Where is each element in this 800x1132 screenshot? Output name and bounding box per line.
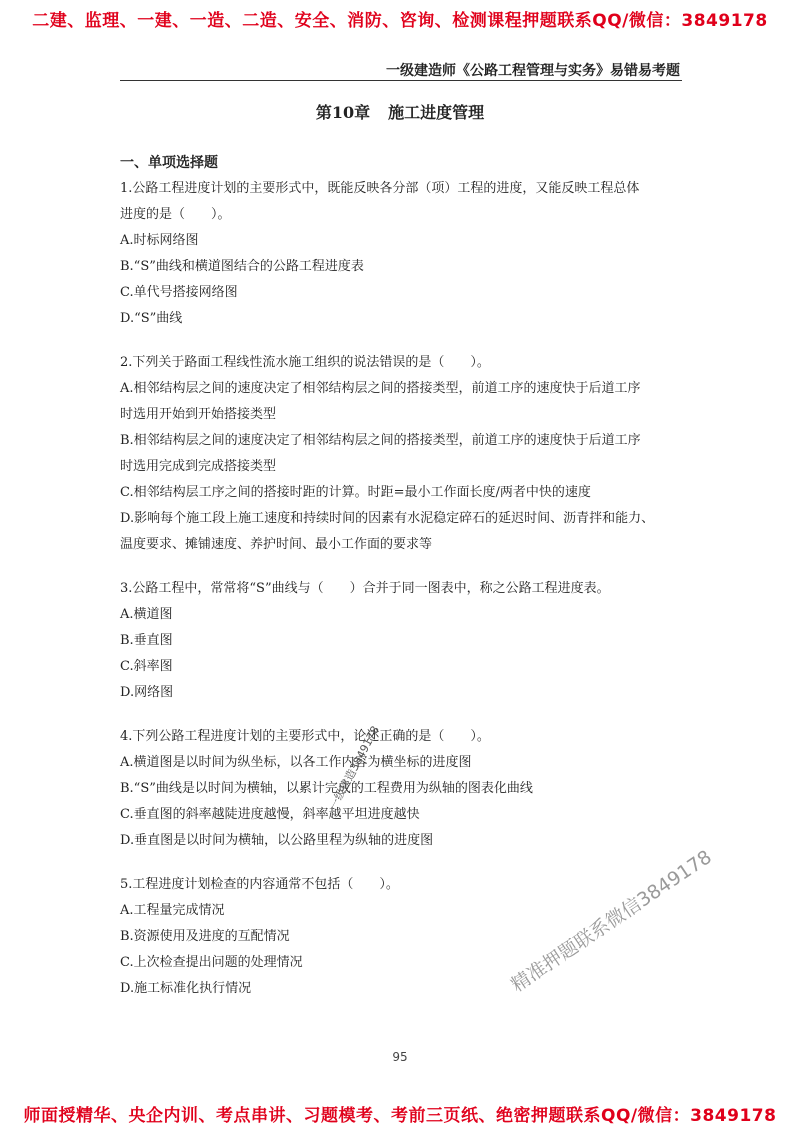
option-b-cont: 时选用完成到完成搭接类型 xyxy=(120,459,277,474)
question-stem: 1.公路工程进度计划的主要形式中，既能反映各分部（项）工程的进度，又能反映工程总体 xyxy=(120,181,640,196)
option-d-cont: 温度要求、摊铺速度、养护时间、最小工作面的要求等 xyxy=(120,537,433,552)
option-c: C.垂直图的斜率越陡进度越慢，斜率越平坦进度越快 xyxy=(120,807,420,822)
option-d: D.垂直图是以时间为横轴，以公路里程为纵轴的进度图 xyxy=(120,833,434,848)
running-header: 一级建造师《公路工程管理与实务》易错易考题 xyxy=(386,63,680,79)
option-a: A.工程量完成情况 xyxy=(120,903,225,918)
option-a: A.横道图是以时间为纵坐标，以各工作内容为横坐标的进度图 xyxy=(120,755,472,770)
option-c: C.相邻结构层工序之间的搭接时距的计算。时距=最小工作面长度/两者中快的速度 xyxy=(120,485,591,500)
question-4 xyxy=(120,724,695,854)
option-a-cont: 时选用开始到开始搭接类型 xyxy=(120,407,277,422)
page-number: 95 xyxy=(392,1050,408,1064)
question-content xyxy=(120,150,695,1002)
question-stem: 3.公路工程中，常常将“S”曲线与（ ）合并于同一图表中，称之公路工程进度表。 xyxy=(120,581,610,596)
top-promo-banner: 二建、监理、一建、一造、二造、安全、消防、咨询、检测课程押题联系QQ/微信：3849178 xyxy=(32,11,768,31)
option-d: D.施工标准化执行情况 xyxy=(120,981,252,996)
question-stem: 4.下列公路工程进度计划的主要形式中，论述正确的是（ ）。 xyxy=(120,729,490,744)
option-d: D.影响每个施工段上施工速度和持续时间的因素有水泥稳定碎石的延迟时间、沥青拌和能力、 xyxy=(120,511,655,526)
option-a: A.相邻结构层之间的速度决定了相邻结构层之间的搭接类型，前道工序的速度快于后道工序 xyxy=(120,381,641,396)
option-a: A.横道图 xyxy=(120,607,173,622)
option-b: B.“S”曲线和横道图结合的公路工程进度表 xyxy=(120,259,364,274)
question-stem: 5.工程进度计划检查的内容通常不包括（ ）。 xyxy=(120,877,399,892)
question-stem: 2.下列关于路面工程线性流水施工组织的说法错误的是（ ）。 xyxy=(120,355,490,370)
chapter-title xyxy=(120,100,680,123)
section-title: 一、单项选择题 xyxy=(120,155,218,171)
option-b: B.资源使用及进度的互配情况 xyxy=(120,929,290,944)
chapter-number: 第10章 xyxy=(315,103,371,122)
diagonal-watermark: 精准押题联系微信3849178 xyxy=(507,845,716,997)
question-3 xyxy=(120,576,695,706)
small-watermark: 一级建造3849178 xyxy=(326,723,382,813)
option-d: D.“S”曲线 xyxy=(120,311,183,326)
option-c: C.斜率图 xyxy=(120,659,173,674)
question-2 xyxy=(120,350,695,558)
question-1 xyxy=(120,176,695,332)
option-b: B.“S”曲线是以时间为横轴，以累计完成的工程费用为纵轴的图表化曲线 xyxy=(120,781,533,796)
header-rule xyxy=(120,80,682,81)
option-a: A.时标网络图 xyxy=(120,233,199,248)
bottom-promo-banner: 师面授精华、央企内训、考点串讲、习题模考、考前三页纸、绝密押题联系QQ/微信：3849178 xyxy=(23,1106,777,1126)
chapter-name: 施工进度管理 xyxy=(388,103,485,122)
option-d: D.网络图 xyxy=(120,685,174,700)
question-stem: 进度的是（ ）。 xyxy=(120,207,231,222)
option-b: B.垂直图 xyxy=(120,633,173,648)
option-b: B.相邻结构层之间的速度决定了相邻结构层之间的搭接类型，前道工序的速度快于后道工序 xyxy=(120,433,641,448)
option-c: C.单代号搭接网络图 xyxy=(120,285,238,300)
option-c: C.上次检查提出问题的处理情况 xyxy=(120,955,303,970)
